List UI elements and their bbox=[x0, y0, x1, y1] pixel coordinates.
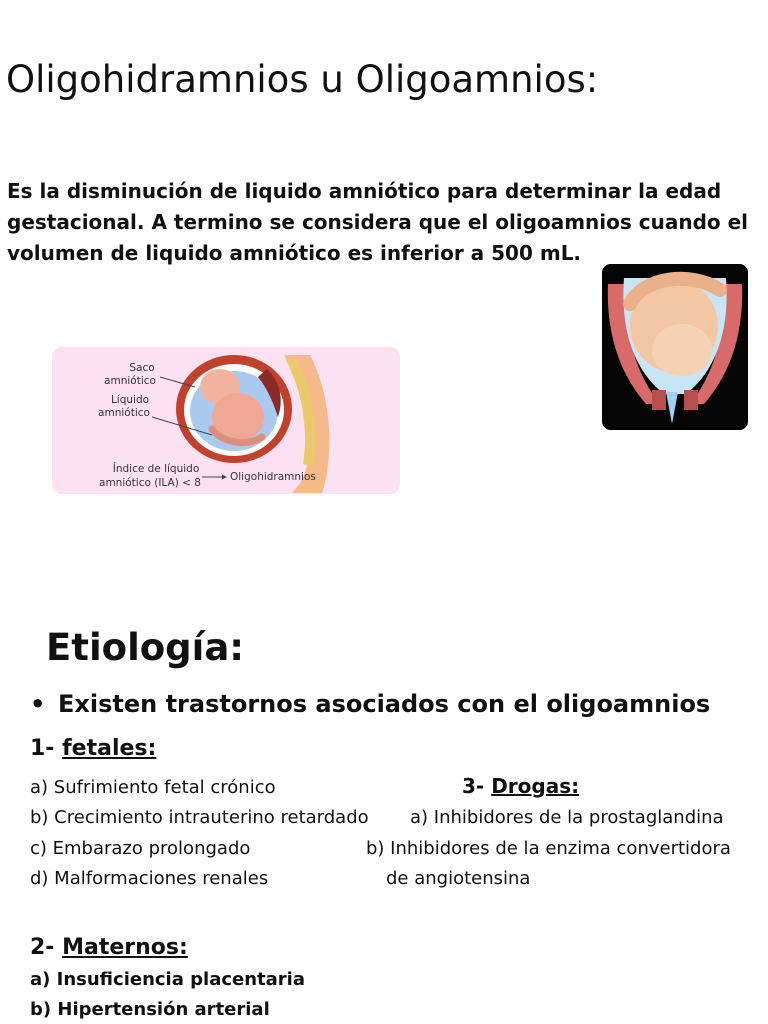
drogas-item: a) Inhibidores de la prostaglandina bbox=[410, 807, 724, 828]
uterus-illustration bbox=[52, 347, 400, 494]
fetales-heading bbox=[30, 736, 156, 761]
definition-line: volumen de liquido amniótico es inferior a 500 mL. bbox=[7, 241, 582, 265]
definition-line: Es la disminución de liquido amniótico para determinar la edad bbox=[7, 179, 722, 203]
fetales-item: b) Crecimiento intrauterino retardado bbox=[30, 807, 369, 828]
drogas-heading bbox=[462, 774, 579, 798]
definition-line: gestacional. A termino se considera que el oligoamnios cuando el bbox=[7, 210, 749, 234]
label-liquido: amniótico bbox=[98, 407, 150, 419]
maternos-heading bbox=[30, 935, 188, 960]
label-saco: amniótico bbox=[104, 375, 156, 387]
fetales-item: c) Embarazo prolongado bbox=[30, 838, 251, 859]
label-indice: Índice de líquido bbox=[112, 463, 200, 475]
drogas-item: b) Inhibidores de la enzima convertidora bbox=[366, 838, 731, 859]
fetales-prefix: 1- bbox=[30, 736, 63, 761]
maternos-title: Maternos: bbox=[62, 935, 188, 960]
maternos-item: b) Hipertensión arterial bbox=[30, 999, 270, 1020]
drogas-item: de angiotensina bbox=[386, 868, 531, 889]
label-liquido: Líquido bbox=[110, 394, 150, 406]
fetus-head-shape bbox=[652, 324, 712, 376]
cervix-left-shape bbox=[652, 390, 666, 410]
drogas-title: Drogas: bbox=[491, 774, 580, 798]
fetales-title: fetales: bbox=[62, 736, 157, 761]
section-heading-etiologia: Etiología: bbox=[46, 626, 245, 669]
label-saco: Saco bbox=[129, 362, 155, 374]
etiologia-bullet bbox=[30, 690, 710, 718]
label-oligohidramnios: Oligohidramnios bbox=[230, 471, 316, 483]
fetales-item: a) Sufrimiento fetal crónico bbox=[30, 777, 276, 798]
label-indice: amniótico (ILA) < 8 bbox=[99, 477, 201, 489]
fetales-item: d) Malformaciones renales bbox=[30, 868, 269, 889]
bullet-text: Existen trastornos asociados con el oligoamnios bbox=[58, 690, 711, 718]
definition-paragraph bbox=[7, 176, 749, 269]
fetus-pelvis-image bbox=[602, 264, 748, 430]
maternos-prefix: 2- bbox=[30, 935, 63, 960]
pointer-arrow bbox=[222, 475, 227, 480]
maternos-item: a) Insuficiencia placentaria bbox=[30, 969, 305, 990]
drogas-prefix: 3- bbox=[462, 774, 492, 798]
fetus-pelvis-illustration bbox=[602, 264, 748, 430]
page-title: Oligohidramnios u Oligoamnios: bbox=[6, 58, 599, 101]
amniotic-diagram bbox=[52, 347, 400, 494]
bullet-icon: • bbox=[30, 690, 46, 718]
cervix-right-shape bbox=[684, 390, 698, 410]
